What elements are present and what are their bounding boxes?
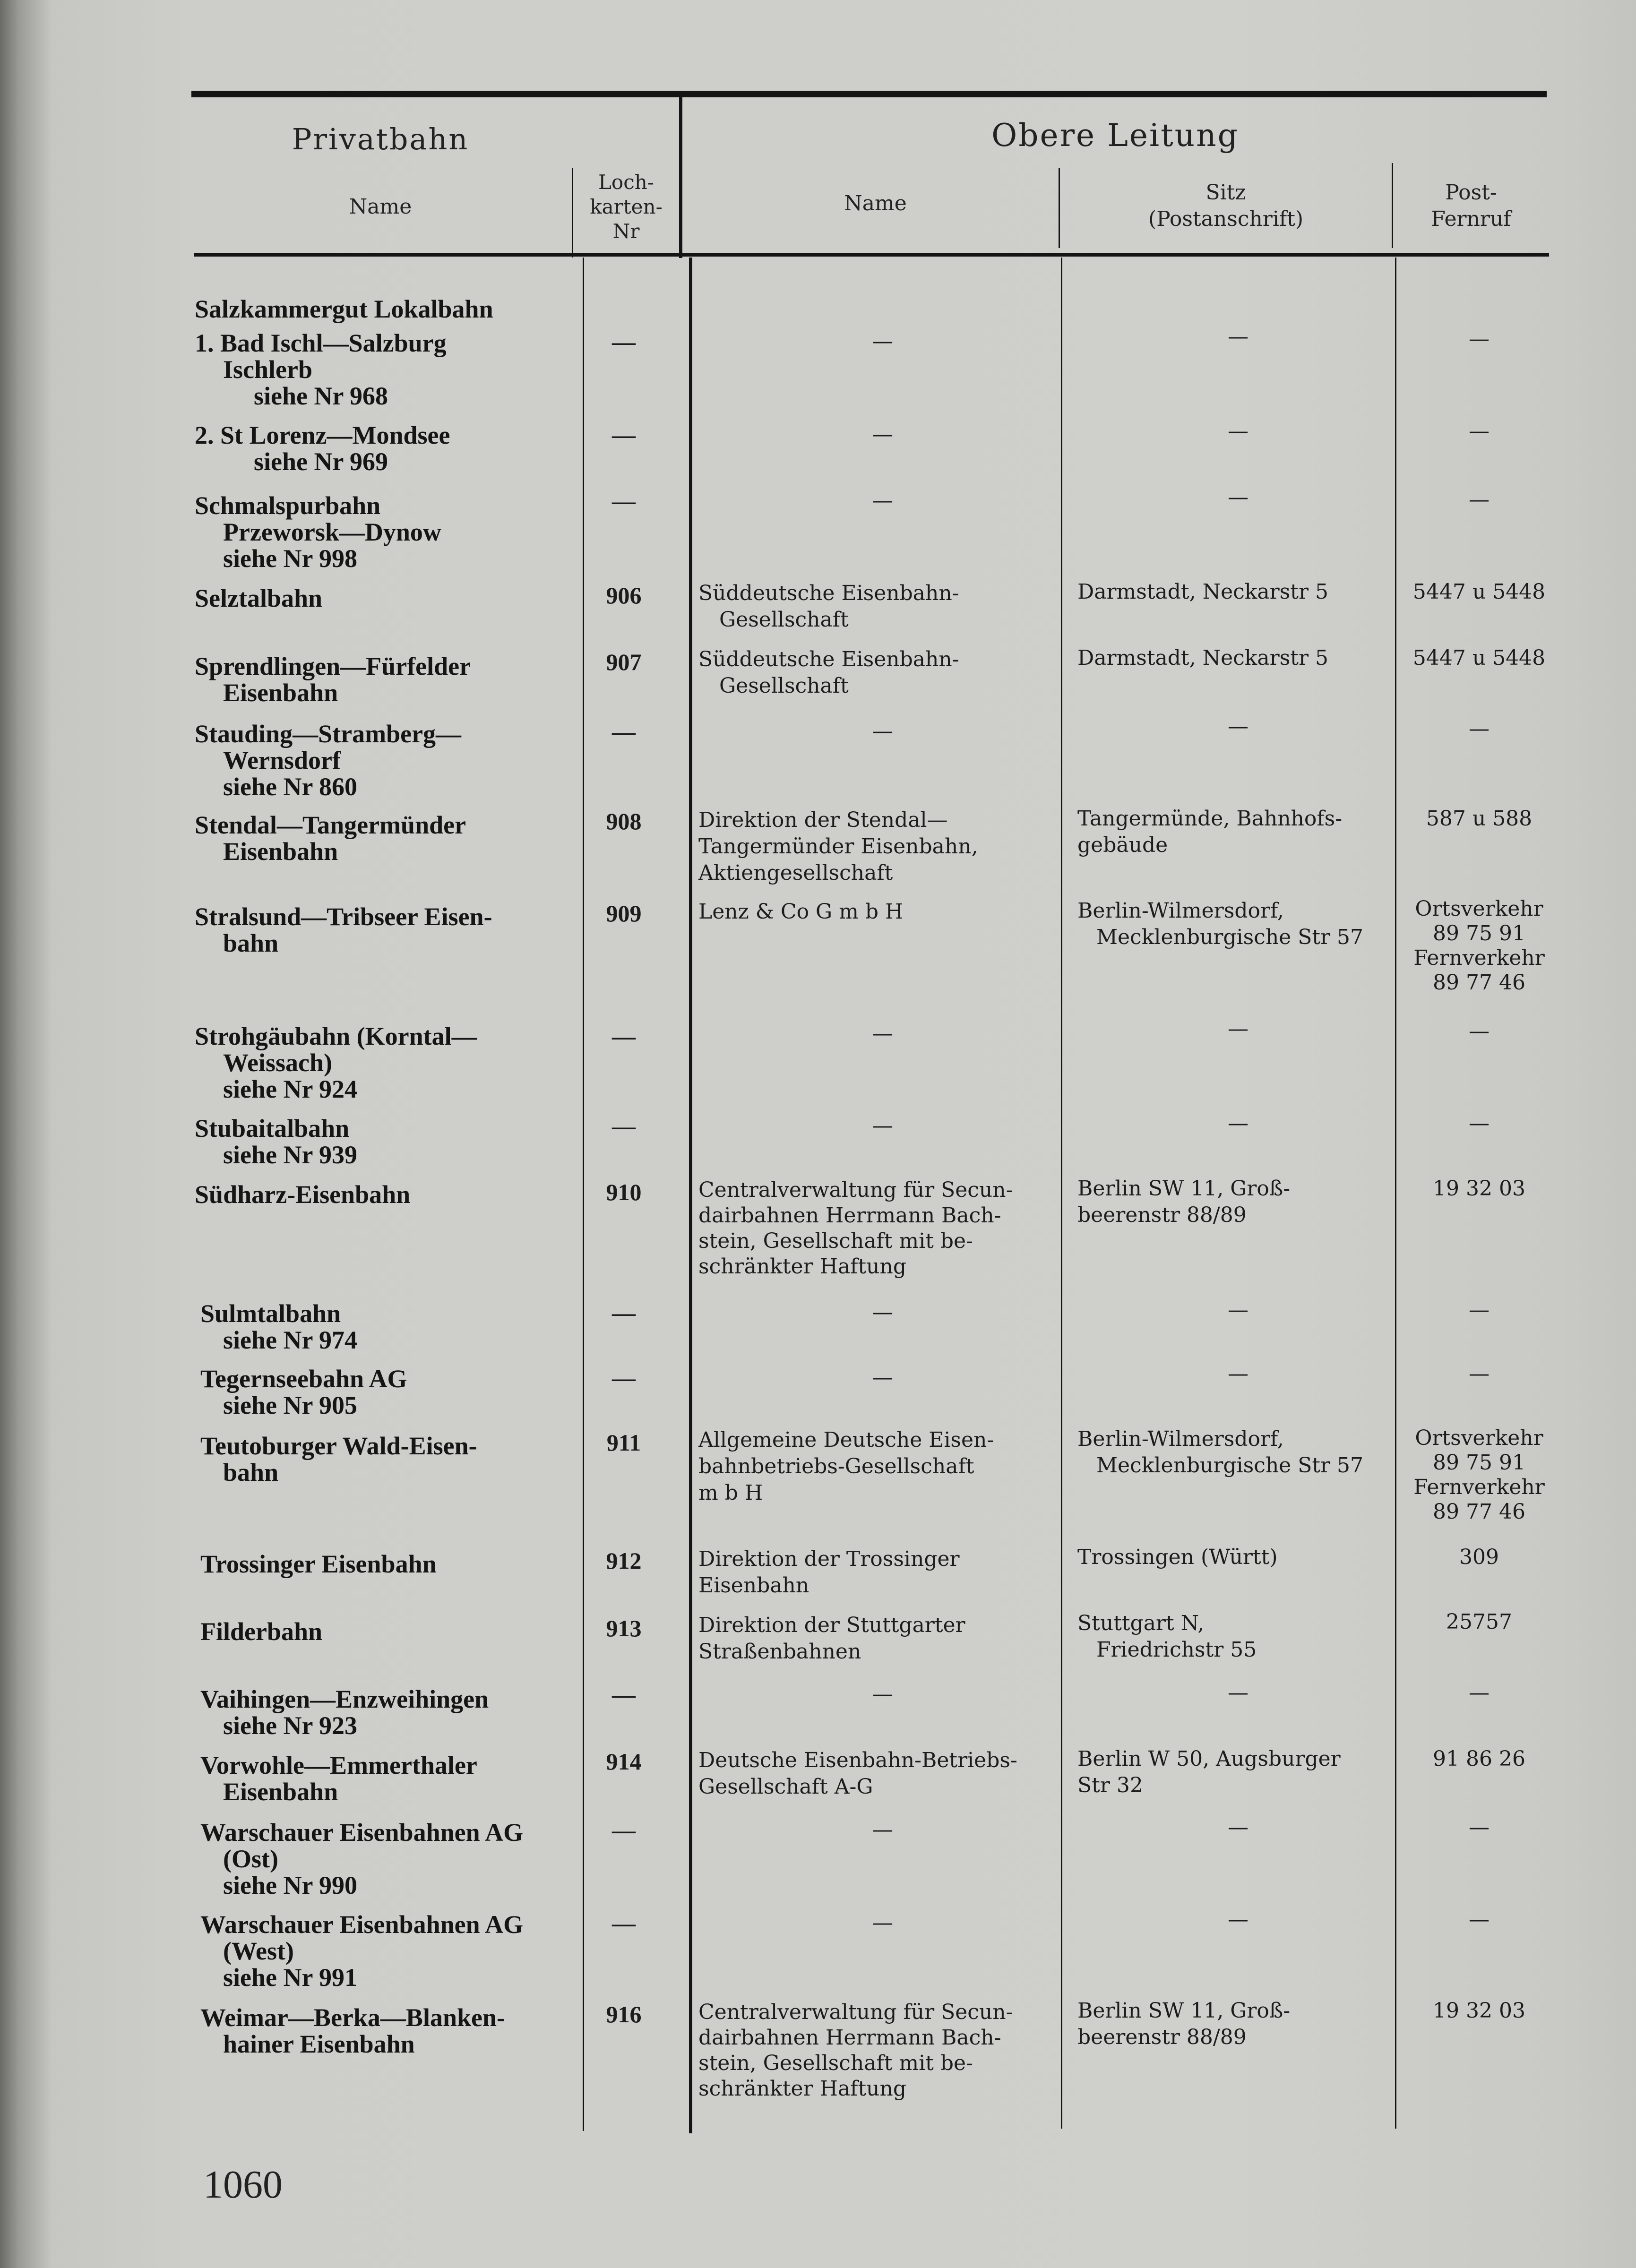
- leitung-name: —: [872, 1300, 893, 1324]
- privatbahn-reference: siehe Nr 998: [223, 544, 357, 573]
- privatbahn-name: Warschauer Eisenbahnen AG: [200, 1818, 524, 1847]
- leitung-sitz: [1077, 898, 1399, 951]
- leitung-name: —: [872, 1818, 893, 1842]
- leitung-sitz-line: Friedrichstr 55: [1096, 1638, 1257, 1662]
- table-row-name: [195, 653, 568, 706]
- privatbahn-name: Trossinger Eisenbahn: [200, 1550, 437, 1578]
- table-row-name: [195, 721, 568, 800]
- lochkarten-nr: —: [612, 488, 636, 514]
- leitung-name-line: Tangermünder Eisenbahn,: [698, 834, 978, 859]
- vline-group-divider: [679, 97, 682, 258]
- leitung-name-line: schränkter Haftung: [698, 2077, 906, 2101]
- header-bottom-rule: [194, 253, 1549, 257]
- leitung-sitz-line: Berlin SW 11, Groß-: [1077, 1177, 1291, 1201]
- table-row-name: [195, 296, 568, 322]
- privatbahn-reference: siehe Nr 969: [254, 447, 388, 476]
- leitung-name: —: [872, 1114, 893, 1138]
- leitung-name-line: Centralverwaltung für Secun-: [698, 2000, 1013, 2024]
- leitung-sitz: Trossingen (Württ): [1077, 1545, 1278, 1569]
- leitung-sitz-line: Mecklenburgische Str 57: [1096, 925, 1364, 949]
- lochkarten-nr: 908: [606, 808, 642, 834]
- table-row-name: [195, 1366, 568, 1418]
- lochkarten-nr: —: [612, 718, 636, 745]
- leitung-fernruf: —: [1469, 1362, 1490, 1386]
- leitung-sitz-line: beerenstr 88/89: [1077, 2025, 1247, 2049]
- privatbahn-name-line: Ischlerb: [223, 355, 312, 384]
- leitung-name-line: Süddeutsche Eisenbahn-: [698, 647, 959, 671]
- lochkarten-nr: —: [612, 1910, 636, 1936]
- lochkarten-nr: 914: [606, 1748, 642, 1775]
- col-header-sitz-1: Sitz: [1205, 180, 1246, 205]
- leitung-fernruf: —: [1469, 1681, 1490, 1705]
- col-header-fernruf: [1393, 180, 1549, 232]
- leitung-name: [698, 646, 1067, 699]
- leitung-name-line: stein, Gesellschaft mit be-: [698, 2051, 973, 2075]
- privatbahn-reference: siehe Nr 991: [223, 1963, 357, 1992]
- leitung-fernruf: —: [1469, 1019, 1490, 1043]
- privatbahn-name: Warschauer Eisenbahnen AG: [200, 1910, 524, 1939]
- col-header-leitung-name: Name: [844, 191, 907, 215]
- leitung-name: [698, 2000, 1067, 2102]
- leitung-name-line: Gesellschaft: [719, 674, 849, 698]
- leitung-name: [698, 1177, 1067, 1280]
- leitung-fernruf: [1399, 1426, 1559, 1524]
- fernruf-line: Ortsverkehr: [1415, 897, 1543, 921]
- leitung-name: [698, 1427, 1067, 1506]
- table-row-name: [195, 1752, 568, 1805]
- privatbahn-name: 2. St Lorenz—Mondsee: [195, 421, 450, 449]
- leitung-sitz: [1077, 1426, 1399, 1479]
- leitung-name-line: dairbahnen Herrmann Bach-: [698, 1203, 1001, 1228]
- lochkarten-nr: 906: [606, 582, 642, 609]
- leitung-sitz: —: [1228, 1815, 1249, 1839]
- leitung-fernruf: [1399, 897, 1559, 995]
- leitung-fernruf: 19 32 03: [1433, 1999, 1525, 2023]
- leitung-sitz-line: Stuttgart N,: [1077, 1611, 1205, 1635]
- table-row-name: [195, 1181, 568, 1208]
- leitung-sitz: —: [1228, 1907, 1249, 1932]
- privatbahn-name: Stendal—Tangermünder: [195, 811, 466, 839]
- leitung-name-line: Eisenbahn: [698, 1573, 809, 1598]
- privatbahn-reference: siehe Nr 905: [223, 1391, 357, 1419]
- table-row-name: [195, 422, 568, 475]
- lochkarten-nr: —: [612, 421, 636, 448]
- privatbahn-name: Teutoburger Wald-Eisen-: [200, 1432, 477, 1460]
- table-row-name: [195, 1551, 568, 1577]
- leitung-fernruf: —: [1469, 419, 1490, 443]
- leitung-sitz: [1077, 806, 1399, 859]
- leitung-name-line: Gesellschaft: [719, 608, 849, 632]
- privatbahn-name-line: Przeworsk—Dynow: [223, 518, 441, 546]
- privatbahn-name-line: (West): [223, 1937, 294, 1965]
- leitung-sitz: [1077, 1998, 1399, 2051]
- lochkarten-nr: —: [612, 328, 636, 355]
- leitung-sitz-line: Str 32: [1077, 1773, 1143, 1797]
- leitung-sitz-line: Berlin SW 11, Groß-: [1077, 1999, 1291, 2023]
- lochkarten-nr: 916: [606, 2001, 642, 2027]
- lochkarten-nr: —: [612, 1681, 636, 1708]
- privatbahn-reference: siehe Nr 990: [223, 1871, 357, 1899]
- group-privatbahn: Privatbahn: [292, 122, 469, 156]
- leitung-sitz: —: [1228, 1681, 1249, 1705]
- leitung-sitz-line: beerenstr 88/89: [1077, 1203, 1247, 1227]
- leitung-sitz: —: [1228, 1362, 1249, 1386]
- leitung-fernruf: —: [1469, 488, 1490, 512]
- table-row-name: [195, 1300, 568, 1353]
- table-row-name: [195, 812, 568, 865]
- privatbahn-name: 1. Bad Ischl—Salzburg: [195, 329, 447, 357]
- leitung-name: [698, 807, 1067, 886]
- leitung-sitz: —: [1228, 325, 1249, 349]
- privatbahn-name-line: Eisenbahn: [223, 837, 338, 866]
- leitung-sitz: [1077, 1176, 1399, 1228]
- leitung-fernruf: —: [1469, 1815, 1490, 1839]
- leitung-sitz-line: Berlin-Wilmersdorf,: [1077, 1427, 1284, 1451]
- privatbahn-name-line: hainer Eisenbahn: [223, 2030, 415, 2058]
- privatbahn-name-line: (Ost): [223, 1845, 278, 1873]
- fernruf-line: 89 75 91: [1433, 921, 1525, 945]
- privatbahn-reference: siehe Nr 924: [223, 1075, 357, 1103]
- col-header-lochkarten-3: Nr: [612, 220, 640, 243]
- col-header-lochkarten: [573, 170, 679, 244]
- lochkarten-nr: —: [612, 1113, 636, 1139]
- body-vline-group: [689, 258, 692, 2133]
- table-row-name: [195, 492, 568, 572]
- leitung-sitz-line: gebäude: [1077, 833, 1168, 857]
- privatbahn-reference: siehe Nr 860: [223, 773, 357, 801]
- lochkarten-nr: —: [612, 1023, 636, 1049]
- col-header-name: Name: [349, 195, 412, 219]
- leitung-name: [698, 1612, 1067, 1665]
- leitung-sitz-line: Tangermünde, Bahnhofs-: [1077, 807, 1343, 831]
- privatbahn-reference: siehe Nr 968: [254, 382, 388, 410]
- leitung-name-line: dairbahnen Herrmann Bach-: [698, 2026, 1001, 2050]
- lochkarten-nr: 911: [606, 1429, 641, 1456]
- col-header-fernruf-2: Fernruf: [1431, 207, 1511, 231]
- col-header-lochkarten-2: karten-: [590, 195, 663, 218]
- privatbahn-name: Südharz-Eisenbahn: [195, 1180, 411, 1209]
- page-number: 1060: [203, 2163, 283, 2207]
- table-row-name: [195, 585, 568, 611]
- leitung-sitz-line: Berlin W 50, Augsburger: [1077, 1747, 1341, 1771]
- privatbahn-name-line: bahn: [223, 1458, 279, 1486]
- leitung-fernruf: —: [1469, 1298, 1490, 1322]
- leitung-fernruf: 309: [1459, 1545, 1499, 1569]
- body-vline-lochkarten: [583, 258, 584, 2131]
- privatbahn-name: Vorwohle—Emmerthaler: [200, 1751, 477, 1779]
- privatbahn-name-line: Eisenbahn: [223, 679, 338, 707]
- privatbahn-name: Vaihingen—Enzweihingen: [200, 1685, 489, 1713]
- fernruf-line: Fernverkehr: [1413, 946, 1545, 970]
- leitung-sitz: [1077, 1746, 1399, 1799]
- lochkarten-nr: —: [612, 1817, 636, 1843]
- leitung-fernruf: 587 u 588: [1426, 807, 1533, 831]
- leitung-name-line: m b H: [698, 1481, 763, 1505]
- col-header-lochkarten-1: Loch-: [598, 171, 654, 194]
- privatbahn-name: Stubaitalbahn: [195, 1114, 350, 1143]
- leitung-name: —: [872, 489, 893, 513]
- lochkarten-nr: 907: [606, 649, 642, 675]
- leitung-name-line: Aktiengesellschaft: [698, 861, 893, 885]
- privatbahn-reference: siehe Nr 974: [223, 1326, 357, 1354]
- leitung-name: [698, 580, 1067, 633]
- table-row-name: [195, 1686, 568, 1739]
- table-row-name: [195, 2004, 568, 2057]
- table-row-name: [195, 1433, 568, 1486]
- leitung-name-line: Deutsche Eisenbahn-Betriebs-: [698, 1748, 1017, 1772]
- leitung-name: —: [872, 329, 893, 353]
- leitung-name-line: Straßenbahnen: [698, 1640, 861, 1664]
- privatbahn-name: Schmalspurbahn: [195, 491, 381, 520]
- leitung-sitz-line: Mecklenburgische Str 57: [1096, 1453, 1364, 1478]
- privatbahn-name: Stralsund—Tribseer Eisen-: [195, 902, 492, 931]
- col-header-fernruf-1: Post-: [1445, 180, 1497, 205]
- leitung-name-line: Allgemeine Deutsche Eisen-: [698, 1428, 994, 1452]
- privatbahn-name: Stauding—Stramberg—: [195, 720, 462, 748]
- privatbahn-name: Weimar—Berka—Blanken-: [200, 2003, 505, 2032]
- leitung-sitz: —: [1228, 485, 1249, 509]
- privatbahn-name: Sprendlingen—Fürfelder: [195, 652, 471, 680]
- lochkarten-nr: 910: [606, 1179, 642, 1205]
- table-row-name: [195, 1819, 568, 1899]
- leitung-fernruf: —: [1469, 717, 1490, 741]
- privatbahn-name-line: Eisenbahn: [223, 1778, 338, 1806]
- privatbahn-reference: siehe Nr 923: [223, 1711, 357, 1740]
- table-row-name: [195, 1911, 568, 1991]
- privatbahn-name-line: Weissach): [223, 1048, 333, 1077]
- table-row-name: [195, 330, 568, 409]
- leitung-fernruf: —: [1469, 327, 1490, 351]
- leitung-fernruf: 91 86 26: [1433, 1747, 1525, 1771]
- leitung-name: Lenz & Co G m b H: [698, 900, 904, 924]
- table-row-name: [195, 1115, 568, 1168]
- col-header-sitz: [1060, 180, 1392, 232]
- lochkarten-nr: —: [612, 1365, 636, 1391]
- table-row-name: [195, 1023, 568, 1102]
- leitung-name-line: Süddeutsche Eisenbahn-: [698, 581, 959, 605]
- group-obere-leitung: Obere Leitung: [991, 117, 1239, 154]
- privatbahn-name: Sulmtalbahn: [200, 1299, 341, 1328]
- leitung-name-line: Direktion der Stuttgarter: [698, 1613, 965, 1637]
- top-rule: [191, 91, 1547, 97]
- privatbahn-reference: siehe Nr 939: [223, 1141, 357, 1169]
- leitung-sitz: Darmstadt, Neckarstr 5: [1077, 580, 1328, 604]
- leitung-fernruf: —: [1469, 1111, 1490, 1135]
- leitung-name: —: [872, 1366, 893, 1390]
- lochkarten-nr: 909: [606, 900, 642, 927]
- leitung-sitz: —: [1228, 714, 1249, 739]
- leitung-name-line: bahnbetriebs-Gesellschaft: [698, 1454, 974, 1478]
- privatbahn-name: Selztalbahn: [195, 584, 323, 612]
- leitung-sitz: [1077, 1610, 1399, 1663]
- lochkarten-nr: 913: [606, 1615, 642, 1641]
- leitung-name-line: stein, Gesellschaft mit be-: [698, 1229, 973, 1253]
- lochkarten-nr: —: [612, 1299, 636, 1326]
- leitung-fernruf: 5447 u 5448: [1412, 580, 1546, 604]
- table-row-name: [195, 1618, 568, 1645]
- privatbahn-name-line: Wernsdorf: [223, 746, 341, 774]
- privatbahn-name: Salzkammergut Lokalbahn: [195, 295, 493, 323]
- leitung-fernruf: 25757: [1446, 1610, 1512, 1634]
- col-header-sitz-2: (Postanschrift): [1148, 207, 1304, 231]
- leitung-sitz: —: [1228, 1017, 1249, 1041]
- leitung-fernruf: 19 32 03: [1433, 1177, 1525, 1201]
- privatbahn-name: Tegernseebahn AG: [200, 1365, 407, 1393]
- leitung-name: [698, 1546, 1067, 1599]
- table-row-name: [195, 903, 568, 956]
- privatbahn-name-line: bahn: [223, 929, 279, 957]
- privatbahn-name: Strohgäubahn (Korntal—: [195, 1022, 477, 1050]
- leitung-name-line: Centralverwaltung für Secun-: [698, 1178, 1013, 1202]
- leitung-name: —: [872, 1911, 893, 1935]
- leitung-fernruf: —: [1469, 1907, 1490, 1932]
- fernruf-line: 89 77 46: [1433, 1500, 1525, 1524]
- leitung-sitz: Darmstadt, Neckarstr 5: [1077, 646, 1328, 670]
- leitung-name: —: [872, 422, 893, 447]
- fernruf-line: 89 77 46: [1433, 971, 1525, 995]
- leitung-fernruf: 5447 u 5448: [1412, 646, 1546, 670]
- leitung-sitz: —: [1228, 1111, 1249, 1135]
- leitung-sitz: —: [1228, 1298, 1249, 1322]
- leitung-name-line: Direktion der Stendal—: [698, 808, 948, 832]
- fernruf-line: Fernverkehr: [1413, 1475, 1545, 1499]
- fernruf-line: Ortsverkehr: [1415, 1426, 1543, 1450]
- leitung-name-line: schränkter Haftung: [698, 1254, 906, 1279]
- leitung-name: —: [872, 1022, 893, 1046]
- leitung-sitz: —: [1228, 419, 1249, 443]
- leitung-name: —: [872, 1682, 893, 1706]
- fernruf-line: 89 75 91: [1433, 1451, 1525, 1475]
- leitung-name: [698, 1747, 1067, 1800]
- leitung-name-line: Gesellschaft A-G: [698, 1775, 873, 1799]
- lochkarten-nr: 912: [606, 1547, 642, 1574]
- leitung-name-line: Direktion der Trossinger: [698, 1547, 960, 1571]
- leitung-sitz-line: Berlin-Wilmersdorf,: [1077, 899, 1284, 923]
- privatbahn-name: Filderbahn: [200, 1617, 323, 1646]
- leitung-name: —: [872, 719, 893, 743]
